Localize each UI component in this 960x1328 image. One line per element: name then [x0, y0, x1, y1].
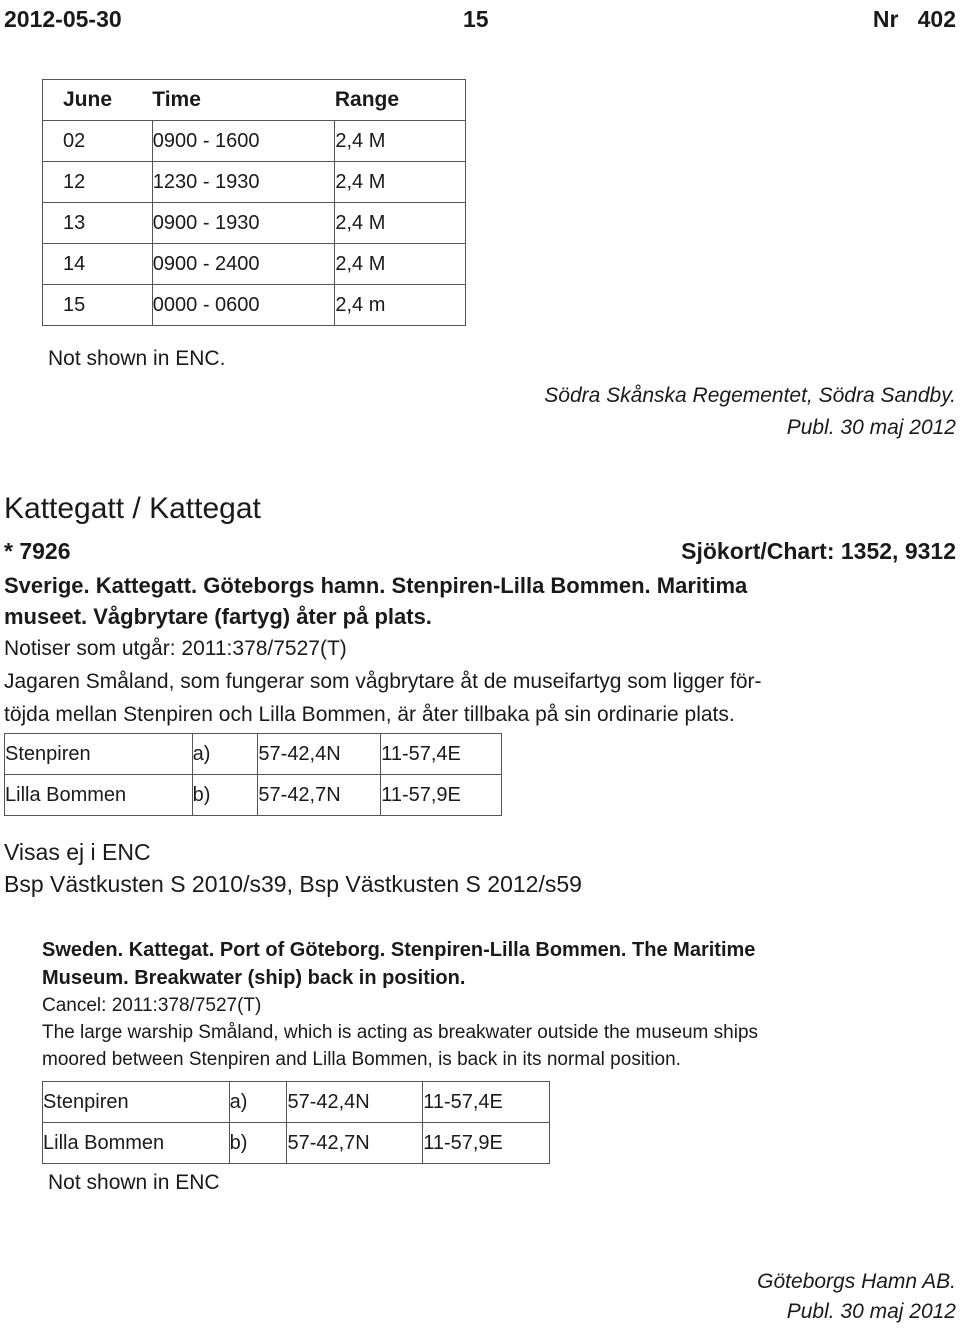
notice-title-en: Sweden. Kattegat. Port of Göteborg. Stenpiren-Lilla Bommen. The Maritime: [42, 939, 756, 961]
notice-title-sv: Sverige. Kattegatt. Göteborgs hamn. Stenpiren-Lilla Bommen. Maritima: [4, 573, 748, 598]
table-cell: 57-42,4N: [287, 1082, 423, 1123]
table-cell: 57-42,7N: [287, 1123, 423, 1164]
table-cell: 2,4 m: [335, 285, 466, 326]
notice-number: * 7926: [4, 538, 71, 564]
table-cell: 11-57,9E: [381, 775, 502, 816]
section-title: Kattegatt / Kattegat: [4, 492, 261, 525]
notice-body-en: moored between Stenpiren and Lilla Bommen, is back in its normal position.: [42, 1049, 681, 1070]
notice-body-sv: töjda mellan Stenpiren och Lilla Bommen, är åter tillbaka på sin ordinarie plats.: [4, 703, 735, 726]
column-header: June: [63, 88, 113, 111]
table-cell: Stenpiren: [43, 1082, 230, 1123]
notice-source: Södra Skånska Regementet, Södra Sandby.: [544, 384, 956, 407]
issue-date: 2012-05-30: [4, 6, 122, 32]
schedule-table: [42, 79, 466, 326]
notice-source: Göteborgs Hamn AB.: [757, 1270, 956, 1293]
table-cell: b): [192, 775, 258, 816]
page-number: 15: [463, 6, 489, 32]
table-row: [43, 244, 466, 285]
table-cell: 57-42,4N: [258, 734, 381, 775]
table-cell: a): [229, 1082, 287, 1123]
table-cell: 15: [43, 285, 153, 326]
issue-number: Nr 402: [872, 6, 956, 32]
table-row: [5, 734, 502, 775]
table-row: [43, 1123, 550, 1164]
notice-title-en: Museum. Breakwater (ship) back in position.: [42, 967, 466, 989]
notice-body-sv: Jagaren Småland, som fungerar som vågbrytare åt de museifartyg som ligger för-: [4, 670, 762, 693]
table-cell: Stenpiren: [5, 734, 193, 775]
cancel-note-en: Cancel: 2011:378/7527(T): [42, 995, 262, 1016]
references: Bsp Västkusten S 2010/s39, Bsp Västkusten S 2012/s59: [4, 871, 582, 897]
table-cell: 0900 - 1600: [152, 121, 335, 162]
table-cell: 1230 - 1930: [152, 162, 335, 203]
enc-note-en: Not shown in ENC: [48, 1171, 220, 1194]
table-cell: 2,4 M: [335, 162, 466, 203]
table-cell: 2,4 M: [335, 244, 466, 285]
chart-numbers: Sjökort/Chart: 1352, 9312: [681, 538, 956, 564]
not-shown-note: Not shown in ENC.: [48, 347, 226, 370]
table-row: [43, 121, 466, 162]
table-cell: 0900 - 2400: [152, 244, 335, 285]
table-cell: 02: [43, 121, 153, 162]
notice-body-en: The large warship Småland, which is acting as breakwater outside the museum ships: [42, 1022, 759, 1043]
column-header: Time: [152, 88, 201, 111]
table-cell: 2,4 M: [335, 203, 466, 244]
table-cell: 0900 - 1930: [152, 203, 335, 244]
table-cell: Lilla Bommen: [5, 775, 193, 816]
table-header-row: [43, 80, 466, 121]
positions-table-sv: [4, 733, 502, 816]
table-cell: a): [192, 734, 258, 775]
positions-table-en: [42, 1081, 550, 1164]
enc-note-sv: Visas ej i ENC: [4, 839, 151, 865]
table-cell: 11-57,4E: [381, 734, 502, 775]
table-cell: b): [229, 1123, 287, 1164]
table-cell: 13: [43, 203, 153, 244]
publication-date: Publ. 30 maj 2012: [786, 1300, 956, 1323]
table-row: [43, 1082, 550, 1123]
cancel-note-sv: Notiser som utgår: 2011:378/7527(T): [4, 637, 347, 660]
table-cell: Lilla Bommen: [43, 1123, 230, 1164]
table-row: [43, 162, 466, 203]
table-row: [43, 285, 466, 326]
notice-title-sv: museet. Vågbrytare (fartyg) åter på plats.: [4, 604, 432, 629]
table-cell: 11-57,4E: [423, 1082, 550, 1123]
table-cell: 57-42,7N: [258, 775, 381, 816]
table-row: [5, 775, 502, 816]
table-row: [43, 203, 466, 244]
column-header: Range: [334, 88, 400, 111]
table-cell: 14: [43, 244, 153, 285]
table-cell: 12: [43, 162, 153, 203]
table-cell: 0000 - 0600: [152, 285, 335, 326]
table-cell: 11-57,9E: [423, 1123, 550, 1164]
publication-date: Publ. 30 maj 2012: [786, 416, 956, 439]
table-cell: 2,4 M: [335, 121, 466, 162]
